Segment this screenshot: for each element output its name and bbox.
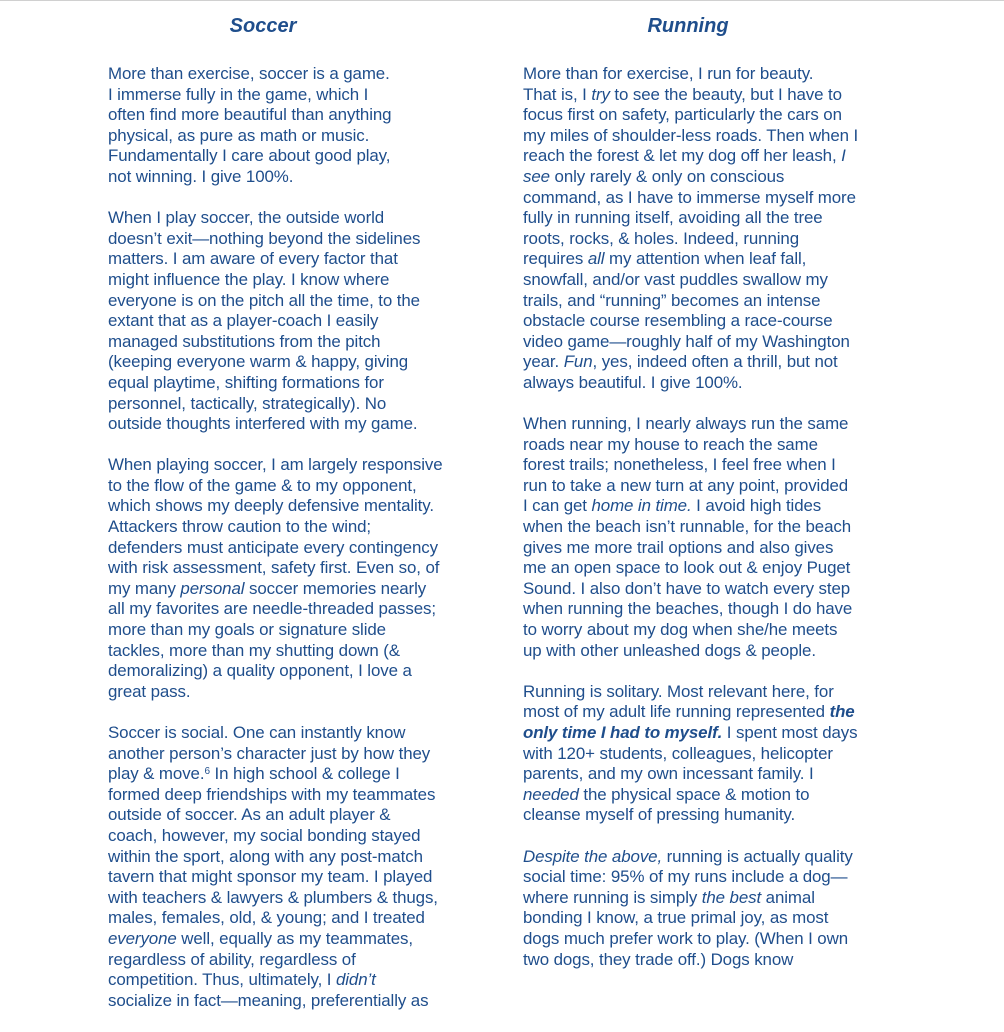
emphasis-fun: Fun <box>563 352 593 372</box>
emphasis-try: try <box>591 84 610 104</box>
top-border <box>0 0 1004 1</box>
emphasis-the-best: the best <box>701 887 762 907</box>
emphasis-everyone: everyone <box>108 928 177 948</box>
emphasis-all: all <box>587 249 605 269</box>
emphasis-despite: Despite the above, <box>523 846 663 866</box>
emphasis-i-see: I see <box>523 146 846 186</box>
emphasis-home-in-time: home in time. <box>591 496 692 516</box>
running-paragraph-4: Despite the above, running is actually quality social time: 95% of my runs include a dog— where running is simply the best animal bonding I know, a true primal joy, as most dogs much prefer work to play. (When I own two dogs, they trade off.) Dogs know <box>523 846 853 969</box>
emphasis-didnt: didn’t <box>335 970 376 990</box>
soccer-heading: Soccer <box>229 15 297 37</box>
emphasis-needed: needed <box>523 784 579 804</box>
emphasis-personal: personal <box>180 578 245 598</box>
running-heading: Running <box>647 15 729 37</box>
emphasis-only-time: the only time I had to myself. <box>523 702 855 742</box>
running-column <box>523 8 911 991</box>
soccer-paragraph-2: When I play soccer, the outside world doesn’t exit—nothing beyond the sidelines matters. I am aware of every factor that might influence the play. I know where everyone is on the pitch all the time, to the extant that as a player-coach I easily managed substitutions from the pitch (keeping everyone warm & happy, giving equal playtime, shifting formations for personnel, tactically, strategically). No outside thoughts interfered with my game. <box>108 208 421 434</box>
soccer-column <box>108 8 488 1032</box>
footnote-marker: 6 <box>204 766 210 778</box>
soccer-paragraph-4: Soccer is social. One can instantly know another person’s character just by how they play & move.$^6$ In high school & college I formed deep friendships with my teammates outside of soccer. As an adult player & coach, however, my social bonding stayed within the sport, along with any post-match tavern that might sponsor my team. I played with teachers & lawyers & plumbers & thugs, males, females, old, & young; and I treated everyone well, equally as my teammates, regardless of ability, regardless of competition. Thus, ultimately, I didn’t socialize in fact—meaning, preferentially as <box>108 723 438 1010</box>
running-paragraph-3: Running is solitary. Most relevant here, for most of my adult life running represented the only time I had to myself. I spent most days with 120+ students, colleagues, helicopter parents, and my own incessant family. I needed the physical space & motion to cleanse myself of pressing humanity. <box>523 681 858 825</box>
soccer-paragraph-1: More than exercise, soccer is a game. I immerse fully in the game, which I often find more beautiful than anything physical, as pure as math or music. Fundamentally I care about good play, not winning. I give 100%. <box>108 64 392 186</box>
soccer-paragraph-3: When playing soccer, I am largely responsive to the flow of the game & to my opponent, which shows my deeply defensive mentality. Attackers throw caution to the wind; defenders must anticipate every contingency with risk assessment, safety first. Even so, of my many personal soccer memories nearly all my favorites are needle-threaded passes; more than my goals or signature slide tackles, more than my shutting down (& demoralizing) a quality opponent, I love a great pass. <box>108 455 443 701</box>
running-paragraph-1: More than for exercise, I run for beauty. That is, I try to see the beauty, but I have to focus first on safety, particularly the cars on my miles of shoulder-less roads. Then when I reach the forest & let my dog off her leash, I see only rarely & only on conscious command, as I have to immerse myself more fully in running itself, avoiding all the tree roots, rocks, & holes. Indeed, running requires all my attention when leaf fall, snowfall, and/or vast puddles swallow my trails, and “running” becomes an intense obstacle course resembling a race-course video game—roughly half of my Washington year. Fun, yes, indeed often a thrill, but not always beautiful. I give 100%. <box>523 64 859 392</box>
running-paragraph-2: When running, I nearly always run the same roads near my house to reach the same forest trails; nonetheless, I feel free when I run to take a new turn at any point, provided I can get home in time. I avoid high tides when the beach isn’t runnable, for the beach gives me more trail options and also gives me an open space to look out & enjoy Puget Sound. I also don’t have to watch every step when running the beaches, though I do have to worry about my dog when she/he meets up with other unleashed dogs & people. <box>523 414 853 660</box>
